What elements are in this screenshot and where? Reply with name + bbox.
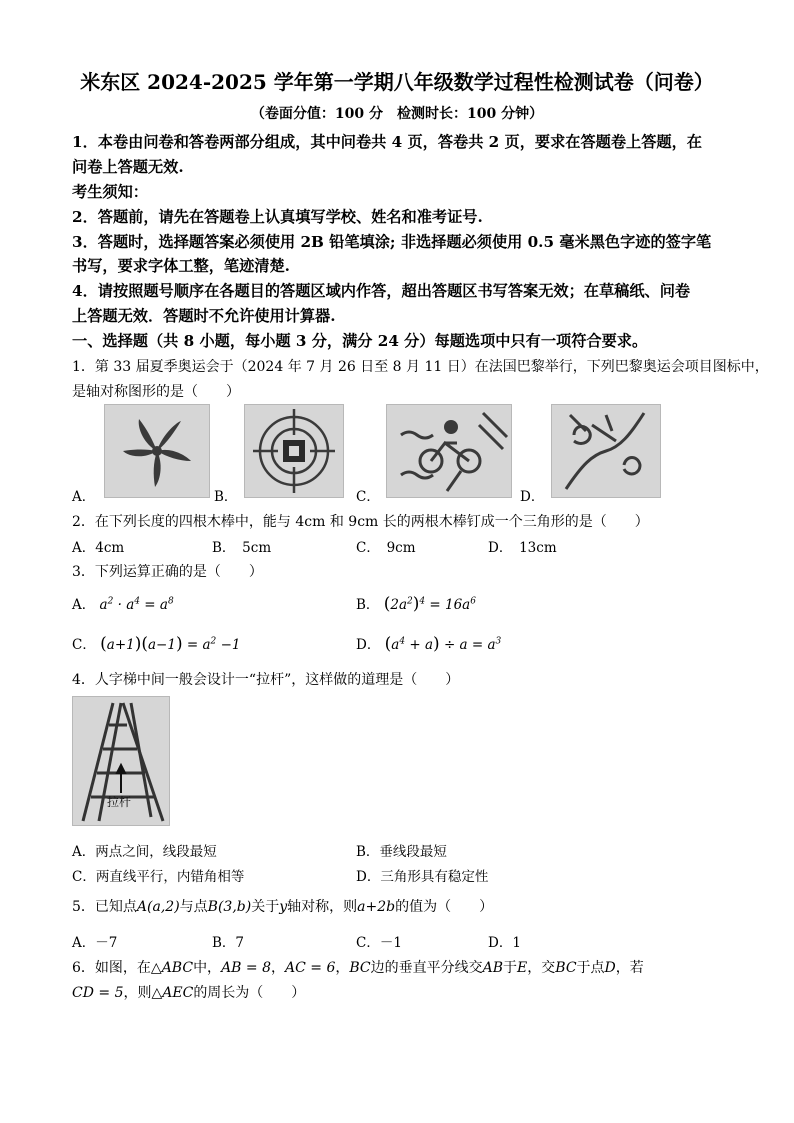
q3-option-b-label: B． [356,597,380,613]
notice-2: 2．答题前，请先在答题卷上认真填写学校、姓名和准考证号. [72,208,483,226]
q6-l2-post: 的周长为（ ） [193,985,306,1001]
q3-option-c-label: C． [72,637,96,653]
bicycle-icon [387,405,511,497]
q6-l1-pre: 6．如图，在△ [72,960,162,976]
q5-stem-mid-3: 轴对称，则 [287,899,358,915]
q3-option-d-label: D． [356,637,381,653]
q1-option-b-label: B． [214,489,238,505]
q2-option-c: C． 9cm [356,540,416,556]
q2-option-d: D． 13cm [488,540,557,556]
q2-option-b: B． 5cm [212,540,272,556]
section-1-heading: 一、选择题（共 8 小题，每小题 3 分，满分 24 分）每题选项中只有一项符合要求。 [72,332,648,350]
q5-expression: a+2b [357,899,396,915]
q2-option-a: A．4cm [72,540,125,556]
q6-l1-m7: 于点 [576,960,605,976]
q6-stem-line-1 [72,957,644,977]
q4-option-d: D．三角形具有稳定性 [356,869,489,885]
q5-option-a: A．－7 [72,935,118,951]
q6-triangle-aec: AEC [162,985,194,1001]
q5-axis: y [279,899,288,915]
q1-option-c-label: C． [356,489,380,505]
q3-option-a-label: A． [72,597,96,613]
page-title: 米东区 2024-2025 学年第一学期八年级数学过程性检测试卷（问卷） [80,70,714,94]
ladder-photo [72,696,170,826]
q3-option-b [356,593,476,614]
q4-option-b: B．垂线段最短 [356,844,447,860]
q1-stem-line-1: 1．第 33 届夏季奥运会于（2024 年 7 月 26 日至 8 月 11 日）在法国巴黎举行，下列巴黎奥运会项目图标中， [72,359,769,375]
q4-option-c: C．两直线平行，内错角相等 [72,869,245,885]
q5-option-b: B．7 [212,935,245,951]
q2-stem: 2．在下列长度的四根木棒中，能与 4cm 和 9cm 长的两根木棒钉成一个三角形的是（ ） [72,514,649,530]
q3-option-a-formula: $a^2 \cdot a^4 = a^8$ [99,596,174,613]
q6-l1-m2: ， [271,960,285,976]
notice-1-line-1: 1．本卷由问卷和答卷两部分组成，其中问卷共 4 页，答卷共 2 页，要求在答题卷上答题，在 [72,133,702,151]
q4-option-a: A．两点之间，线段最短 [72,844,217,860]
q6-bc: BC [349,960,371,976]
q1-stem-line-2: 是轴对称图形的是（ ） [72,384,240,400]
q6-ab-length: AB = 8 [221,960,271,976]
notice-1-line-2: 问卷上答题无效. [72,158,184,176]
q6-l1-m6: ，交 [527,960,556,976]
q6-l1-post: ，若 [615,960,644,976]
q5-option-c: C．－1 [356,935,402,951]
q6-l1-m3: ， [335,960,350,976]
q6-cd-length: CD = 5 [72,985,124,1001]
olympic-pictogram-c [386,404,512,498]
notice-3-line-2: 书写，要求字体工整，笔迹清楚. [72,257,290,275]
q5-stem-mid-1: 与点 [179,899,208,915]
olympic-pictogram-b [244,404,344,498]
q5-option-d: D．1 [488,935,521,951]
olympic-pictogram-a [104,404,210,498]
q3-option-a [72,593,174,613]
target-icon [245,405,343,497]
q5-stem-post: 的值为（ ） [395,899,494,915]
q6-point-e: E [517,960,528,976]
q3-option-c [72,633,240,654]
q6-l1-m1: 中， [193,960,222,976]
notice-4-line-2: 上答题无效．答题时不允许使用计算器. [72,307,336,325]
q3-option-b-formula: $(2a^2)^4 = 16a^6$ [383,594,476,614]
q3-option-d [356,633,501,654]
ladder-photo-caption: 拉杆 [107,795,132,809]
q1-option-d-label: D． [520,489,545,505]
cycling-track-icon [552,405,660,497]
q6-l1-m4: 边的垂直平分线交 [370,960,483,976]
q6-ac-length: AC = 6 [285,960,336,976]
q5-stem [72,896,493,916]
q5-stem-pre: 5．已知点 [72,899,137,915]
q3-stem: 3．下列运算正确的是（ ） [72,564,263,580]
q4-stem: 4．人字梯中间一般会设计一“拉杆”，这样做的道理是（ ） [72,672,460,688]
q1-option-a-label: A． [72,489,96,505]
notice-must-know: 考生须知： [72,183,148,201]
pinwheel-icon [105,405,209,497]
q3-option-c-formula: $(a+1)(a-1) = a^2 -1$ [100,634,241,654]
q6-l1-m5: 于 [503,960,518,976]
q3-option-d-formula: $(a^4 + a) \div a = a^3$ [384,634,502,654]
q5-point-b: B(3,b) [207,899,252,915]
notice-3-line-1: 3．答题时，选择题答案必须使用 2B 铅笔填涂; 非选择题必须使用 0.5 毫米黑色字迹的签字笔 [72,233,712,251]
q6-bc-2: BC [555,960,577,976]
q6-triangle-abc: ABC [161,960,194,976]
q6-point-d: D [604,960,616,976]
notice-4-line-1: 4．请按照题号顺序在各题目的答题区域内作答，超出答题区书写答案无效；在草稿纸、问卷 [72,282,691,300]
q6-stem-line-2 [72,982,305,1002]
page-subtitle: （卷面分值：100 分 检测时长：100 分钟） [250,106,544,122]
q5-stem-mid-2: 关于 [251,899,280,915]
q5-point-a: A(a,2) [136,899,180,915]
q6-l2-m1: ，则△ [123,985,163,1001]
olympic-pictogram-d [551,404,661,498]
q6-ab: AB [482,960,504,976]
